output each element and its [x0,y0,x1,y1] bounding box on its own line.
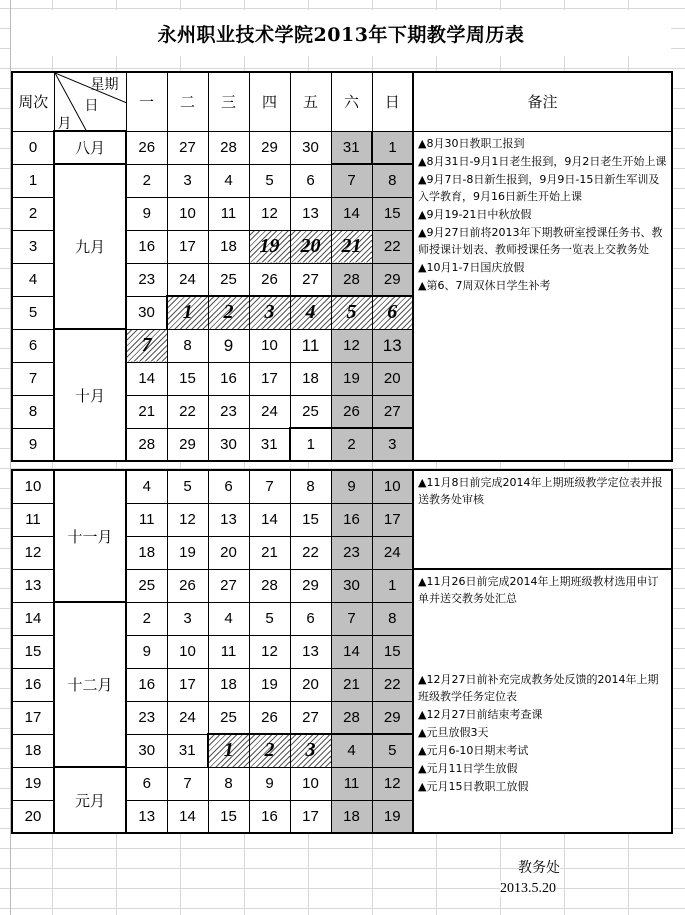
day-cell: 23 [126,701,167,734]
week-number: 12 [12,536,54,569]
day-cell: 4 [331,734,372,767]
day-cell: 17 [290,800,331,833]
day-cell: 8 [372,164,413,197]
header-month-label: 月 [57,116,72,132]
day-cell: 28 [208,131,249,164]
note-item: ▲9月19-21日中秋放假 [418,207,532,221]
day-cell: 4 [208,164,249,197]
day-cell: 12 [331,329,372,362]
header-weekday-label: 星期 [90,77,119,93]
day-cell: 8 [208,767,249,800]
day-cell: 28 [331,263,372,296]
week-number: 19 [12,767,54,800]
day-cell: 5 [331,296,372,329]
day-cell: 10 [167,197,208,230]
note-item: ▲元月6-10日期末考试 [418,744,529,757]
day-cell: 16 [126,230,167,263]
day-cell: 3 [167,602,208,635]
day-cell: 22 [290,536,331,569]
footer-date: 2013.5.20 [500,881,556,896]
month-label: 八月 [54,131,126,164]
page-title: 永州职业技术学院2013年下期教学周历表 [11,10,671,56]
day-cell: 3 [290,734,331,767]
day-cell: 2 [126,164,167,197]
week-number: 20 [12,800,54,833]
day-cell: 8 [167,329,208,362]
day-cell: 26 [167,569,208,602]
header-sat: 六 [331,72,372,131]
day-cell: 23 [208,395,249,428]
day-cell: 14 [249,503,290,536]
day-cell: 9 [208,329,249,362]
day-cell: 28 [331,701,372,734]
day-cell: 31 [249,428,290,461]
note-item: ▲8月30日教职工报到 [418,136,525,150]
week-number: 17 [12,701,54,734]
week-number: 1 [12,164,54,197]
day-cell: 4 [290,296,331,329]
day-cell: 11 [290,329,331,362]
day-cell: 27 [290,263,331,296]
day-cell: 7 [126,329,167,362]
week-number: 2 [12,197,54,230]
day-cell: 3 [249,296,290,329]
day-cell: 30 [331,569,372,602]
day-cell: 6 [290,164,331,197]
day-cell: 18 [290,362,331,395]
note-item: ▲元旦放假3天 [418,726,489,739]
day-cell: 2 [126,602,167,635]
day-cell: 28 [126,428,167,461]
note-item: ▲11月26日前完成2014年上期班级教材选用申订单并送交教务处汇总 [418,575,659,605]
week-number: 10 [12,470,54,503]
day-cell: 4 [126,470,167,503]
day-cell: 14 [331,197,372,230]
week-number: 14 [12,602,54,635]
note-item: ▲8月31日-9月1日老生报到，9月2日老生开始上课 [418,154,667,168]
week-number: 6 [12,329,54,362]
week-number: 13 [12,569,54,602]
day-cell: 29 [372,701,413,734]
day-cell: 22 [372,668,413,701]
day-cell: 14 [331,635,372,668]
day-cell: 8 [372,602,413,635]
calendar-row [12,470,672,503]
day-cell: 16 [208,362,249,395]
day-cell: 7 [331,602,372,635]
day-cell: 11 [331,767,372,800]
day-cell: 16 [331,503,372,536]
week-number: 3 [12,230,54,263]
day-cell: 22 [372,230,413,263]
day-cell: 17 [249,362,290,395]
header-wed: 三 [208,72,249,131]
day-cell: 20 [208,536,249,569]
day-cell: 15 [208,800,249,833]
day-cell: 2 [331,428,372,461]
day-cell: 21 [331,668,372,701]
day-cell: 18 [331,800,372,833]
day-cell: 5 [372,734,413,767]
note-item: ▲12月27日前结束考查课 [418,708,543,721]
day-cell: 29 [372,263,413,296]
day-cell: 11 [126,503,167,536]
day-cell: 6 [208,470,249,503]
day-cell: 15 [372,635,413,668]
day-cell: 27 [208,569,249,602]
calendar-row [12,131,672,164]
day-cell: 1 [372,131,413,164]
month-label: 十一月 [54,470,126,602]
day-cell: 12 [249,635,290,668]
header-tue: 二 [167,72,208,131]
day-cell: 17 [372,503,413,536]
day-cell: 16 [249,800,290,833]
notes-cell [413,131,672,461]
day-cell: 21 [331,230,372,263]
day-cell: 7 [331,164,372,197]
day-cell: 10 [249,329,290,362]
day-cell: 21 [249,536,290,569]
day-cell: 6 [126,767,167,800]
day-cell: 19 [249,668,290,701]
day-cell: 10 [167,635,208,668]
day-cell: 18 [126,536,167,569]
week-number: 8 [12,395,54,428]
notes-cell [413,569,672,668]
header-week: 周次 [12,72,54,131]
day-cell: 23 [126,263,167,296]
day-cell: 9 [331,470,372,503]
day-cell: 14 [167,800,208,833]
note-item: ▲10月1-7日国庆放假 [418,260,525,274]
day-cell: 24 [167,263,208,296]
day-cell: 12 [372,767,413,800]
day-cell: 14 [126,362,167,395]
day-cell: 1 [208,734,249,767]
day-cell: 13 [126,800,167,833]
day-cell: 27 [290,701,331,734]
note-item: ▲元月11日学生放假 [418,762,518,775]
day-cell: 26 [249,701,290,734]
header-notes: 备注 [413,72,672,131]
note-item: ▲第6、7周双休日学生补考 [418,278,551,292]
day-cell: 12 [167,503,208,536]
day-cell: 5 [249,164,290,197]
note-item: ▲11月8日前完成2014年上期班级教学定位表并报送教务处审核 [418,476,663,506]
day-cell: 18 [208,668,249,701]
day-cell: 17 [167,230,208,263]
day-cell: 19 [167,536,208,569]
day-cell: 23 [331,536,372,569]
day-cell: 13 [208,503,249,536]
day-cell: 24 [249,395,290,428]
day-cell: 27 [372,395,413,428]
day-cell: 9 [126,197,167,230]
day-cell: 26 [126,131,167,164]
note-item: ▲元月15日教职工放假 [418,780,529,793]
day-cell: 8 [290,470,331,503]
week-number: 18 [12,734,54,767]
day-cell: 5 [167,470,208,503]
day-cell: 25 [290,395,331,428]
month-label: 九月 [54,164,126,329]
day-cell: 29 [290,569,331,602]
day-cell: 16 [126,668,167,701]
day-cell: 20 [372,362,413,395]
day-cell: 25 [208,263,249,296]
header-thu: 四 [249,72,290,131]
day-cell: 31 [167,734,208,767]
day-cell: 29 [249,131,290,164]
header-fri: 五 [290,72,331,131]
day-cell: 22 [167,395,208,428]
header-day-label: 日 [84,98,99,114]
week-number: 5 [12,296,54,329]
day-cell: 1 [290,428,331,461]
month-label: 元月 [54,767,126,833]
day-cell: 11 [208,635,249,668]
day-cell: 30 [126,296,167,329]
day-cell: 25 [126,569,167,602]
day-cell: 27 [167,131,208,164]
week-number: 4 [12,263,54,296]
day-cell: 5 [249,602,290,635]
month-label: 十月 [54,329,126,461]
note-item: ▲9月7日-8日新生报到，9月9日-15日新生军训及入学教育，9月16日新生开始上课 [418,172,660,203]
day-cell: 2 [208,296,249,329]
month-label: 十二月 [54,602,126,767]
note-item: ▲9月27日前将2013年下期教研室授课任务书、教师授课计划表、教师授课任务一览表上交教务处 [418,225,663,256]
day-cell: 18 [208,230,249,263]
day-cell: 15 [372,197,413,230]
day-cell: 19 [331,362,372,395]
day-cell: 31 [331,131,372,164]
day-cell: 26 [249,263,290,296]
day-cell: 7 [167,767,208,800]
day-cell: 30 [290,131,331,164]
day-cell: 26 [331,395,372,428]
day-cell: 7 [249,470,290,503]
day-cell: 9 [249,767,290,800]
day-cell: 13 [290,635,331,668]
header-mon: 一 [126,72,167,131]
week-number: 16 [12,668,54,701]
day-cell: 6 [290,602,331,635]
day-cell: 15 [167,362,208,395]
day-cell: 4 [208,602,249,635]
header-diagonal-cell [54,72,126,131]
note-item: ▲12月27日前补充完成教务处反馈的2014年上期班级教学任务定位表 [418,673,659,703]
day-cell: 9 [126,635,167,668]
notes-cell [413,668,672,833]
week-number: 9 [12,428,54,461]
footer-department: 教务处 [518,857,560,877]
day-cell: 15 [290,503,331,536]
day-cell: 3 [372,428,413,461]
day-cell: 11 [208,197,249,230]
day-cell: 6 [372,296,413,329]
day-cell: 28 [249,569,290,602]
week-number: 0 [12,131,54,164]
day-cell: 25 [208,701,249,734]
day-cell: 17 [167,668,208,701]
day-cell: 19 [372,800,413,833]
day-cell: 29 [167,428,208,461]
day-cell: 30 [126,734,167,767]
day-cell: 10 [372,470,413,503]
day-cell: 10 [290,767,331,800]
day-cell: 20 [290,668,331,701]
day-cell: 1 [167,296,208,329]
header-sun: 日 [372,72,413,131]
day-cell: 13 [372,329,413,362]
day-cell: 1 [372,569,413,602]
day-cell: 12 [249,197,290,230]
week-number: 15 [12,635,54,668]
day-cell: 3 [167,164,208,197]
week-number: 11 [12,503,54,536]
day-cell: 2 [249,734,290,767]
day-cell: 13 [290,197,331,230]
day-cell: 24 [167,701,208,734]
day-cell: 30 [208,428,249,461]
day-cell: 19 [249,230,290,263]
week-number: 7 [12,362,54,395]
day-cell: 24 [372,536,413,569]
calendar-table-top [11,71,673,462]
day-cell: 21 [126,395,167,428]
day-cell: 20 [290,230,331,263]
calendar-table-bottom [11,469,673,834]
notes-cell [413,470,672,569]
